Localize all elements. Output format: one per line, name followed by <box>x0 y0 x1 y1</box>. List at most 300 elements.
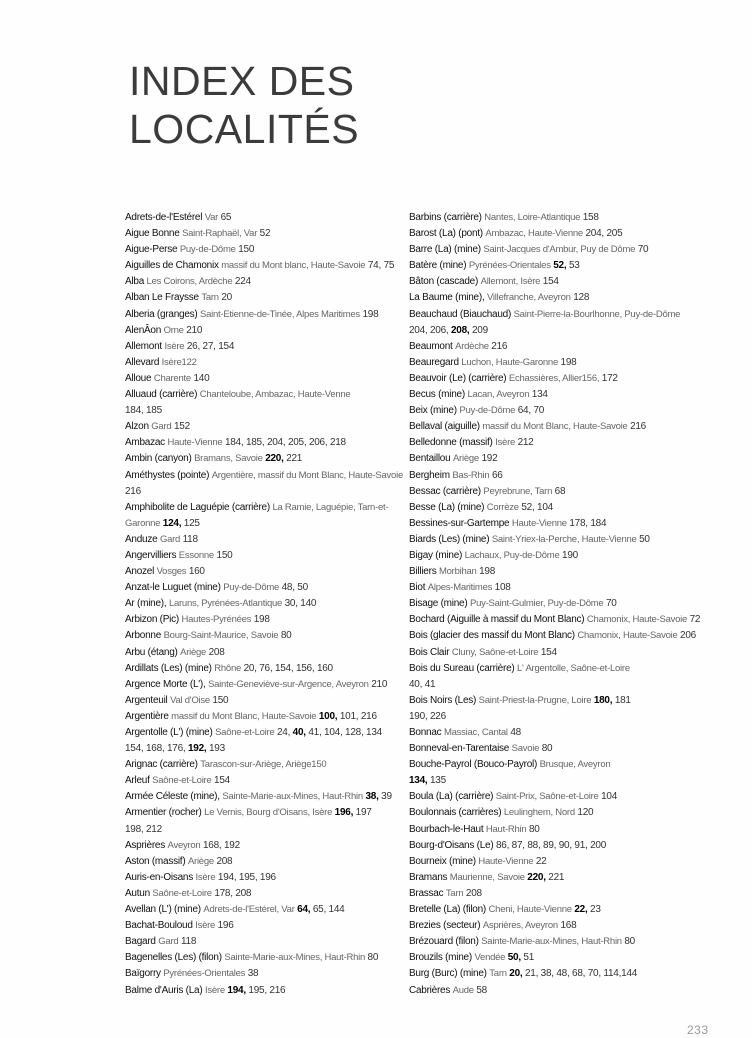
locality-place: L' Argentolle, Saône-et-Loire <box>517 662 630 674</box>
page-reference: 38 <box>247 968 259 980</box>
page-reference: 226 <box>430 710 446 722</box>
locality-name: Bergheim <box>409 469 450 481</box>
locality-place: Saint-Yriex-la-Perche, Haute-Vienne <box>491 533 637 545</box>
locality-place: Maurienne, Savoie <box>449 871 525 883</box>
locality-place: Orne <box>163 324 184 336</box>
locality-name: Biot <box>409 582 426 594</box>
locality-name: Barbins (carrière) <box>409 212 482 223</box>
page-reference: 206, <box>430 324 451 336</box>
locality-name: Becus (mine) <box>409 389 465 401</box>
index-entry-continuation <box>125 403 395 419</box>
page-reference: 80 <box>528 823 540 835</box>
index-entry <box>409 661 691 677</box>
page-title-line-2: LOCALITÉS <box>129 106 360 152</box>
page-reference: 210 <box>186 324 203 336</box>
index-entry <box>125 468 403 484</box>
index-entry <box>125 532 395 548</box>
page-reference: 220, <box>527 871 549 883</box>
page-reference: 22 <box>535 855 547 867</box>
index-entry <box>125 854 395 870</box>
page-reference: 192 <box>224 839 240 851</box>
page-reference: 52, <box>553 260 569 272</box>
index-entry <box>125 323 395 339</box>
index-entry <box>409 805 691 821</box>
locality-place: massif du Mont Blanc, Haute-Savoie <box>171 710 317 722</box>
locality-name: Alloue <box>125 372 152 384</box>
page-reference: 30, <box>284 598 301 610</box>
locality-name: Bagenelles (Les) (filon) <box>125 952 222 964</box>
locality-name: Alzon <box>125 421 149 433</box>
index-entry <box>409 290 691 306</box>
page-reference: 68, <box>572 968 588 980</box>
page-reference: 208 <box>208 646 225 658</box>
locality-place: Massiac, Cantal <box>443 727 508 738</box>
locality-name: Alba <box>125 276 145 288</box>
locality-place: Alpes-Maritimes <box>427 582 493 594</box>
index-entry <box>409 580 691 596</box>
page-reference: 58 <box>476 984 487 996</box>
page-reference: 20, <box>509 968 525 980</box>
locality-name: Bramans <box>409 871 448 883</box>
locality-name: Bâton (cascade) <box>409 276 479 288</box>
locality-place: Tarn <box>201 292 219 304</box>
page-reference: 40, <box>292 727 309 738</box>
page-reference: 52 <box>259 228 271 240</box>
locality-name: Bois Clair <box>409 646 450 658</box>
page-reference: 41, <box>308 727 325 738</box>
index-column-right <box>409 210 701 999</box>
page-reference: 204, <box>585 228 607 240</box>
index-entry <box>409 966 691 982</box>
page-reference: 178, <box>569 517 591 529</box>
locality-place: massif du Mont blanc, Haute-Savoie <box>221 260 366 272</box>
page-reference: 220, <box>265 453 287 465</box>
locality-name: Boula (La) (carrière) <box>409 791 494 803</box>
page-reference: 48, <box>556 968 573 980</box>
locality-place: Les Coirons, Ardèche <box>146 276 233 288</box>
index-entry <box>125 677 395 693</box>
locality-place: Isère <box>195 871 216 883</box>
locality-place: Hautes-Pyrénées <box>181 614 252 626</box>
locality-place: Chamonix, Haute-Savoie <box>586 614 688 626</box>
locality-name: Armée Céleste (mine), <box>125 791 220 803</box>
index-entry <box>125 596 395 612</box>
index-entry <box>125 274 395 290</box>
locality-name: Bochard (Aiguille à massif du Mont Blanc) <box>409 614 585 626</box>
locality-place: Cheni, Haute-Vienne <box>488 904 572 916</box>
locality-place: Sainte-Marie-aux-Mines, Haut-Rhin <box>224 952 365 964</box>
page-reference: 22, <box>574 904 591 916</box>
page-title <box>129 57 359 153</box>
index-entry <box>409 757 691 773</box>
index-entry <box>409 854 691 870</box>
page-reference: 66 <box>491 469 503 481</box>
page-reference: 168, <box>146 743 167 755</box>
locality-name: Barre (La) (mine) <box>409 244 481 256</box>
page-reference: 20 <box>221 292 232 304</box>
page-reference: 194, <box>217 871 239 883</box>
locality-place: Sainte-Geneviève-sur-Argence, Aveyron <box>208 678 369 690</box>
locality-place: Luchon, Haute-Garonne <box>461 356 558 368</box>
index-entry <box>125 242 395 258</box>
locality-name: Alluaud (carrière) <box>125 389 198 401</box>
page-reference: 88, <box>527 839 544 851</box>
locality-place: Essonne <box>178 549 214 561</box>
locality-name: Ar (mine), <box>125 598 167 610</box>
index-entry <box>125 548 395 564</box>
locality-place: Bourg-Saint-Maurice, Savoie <box>163 630 279 642</box>
locality-place: Cluny, Saône-et-Loire <box>451 646 539 658</box>
page-reference: 70, <box>587 968 604 980</box>
page-reference: 80 <box>541 743 553 755</box>
locality-name: La Baume (mine), <box>409 292 485 304</box>
index-entry <box>125 773 395 789</box>
page-reference: 70 <box>533 405 545 417</box>
index-entry <box>409 435 691 451</box>
locality-place: Ariège <box>452 453 479 465</box>
locality-place: Aude <box>452 984 474 996</box>
locality-place: Pyrénées-Orientales <box>468 260 551 272</box>
locality-place: Le Vernis, Bourg d'Oisans, Isère <box>204 807 333 819</box>
page-reference: 89, <box>543 839 559 851</box>
locality-place: Morbihan <box>438 566 477 578</box>
page-reference: 114, <box>603 968 622 980</box>
page-reference: 41 <box>424 678 436 690</box>
locality-place: Rhône <box>214 662 242 674</box>
locality-place: Puy-de-Dôme <box>223 582 280 594</box>
locality-place: Vosges <box>156 566 187 578</box>
page-reference: 156, <box>295 662 317 674</box>
page-reference: 185, <box>245 437 267 449</box>
index-entry <box>125 419 395 435</box>
page-reference: 172 <box>601 372 618 384</box>
locality-place: Haut-Rhin <box>485 823 527 835</box>
locality-place: Saône-et-Loire <box>215 727 275 738</box>
page-reference: 210 <box>371 678 388 690</box>
page-reference: 150 <box>212 694 229 706</box>
page-reference: 198 <box>253 614 270 626</box>
page-reference: 218 <box>329 437 346 449</box>
page-reference: 198 <box>479 566 496 578</box>
page-reference: 196, <box>334 807 356 819</box>
index-entry <box>409 387 691 403</box>
index-entry <box>125 628 395 644</box>
index-entry <box>409 468 691 484</box>
page-reference: 118 <box>182 533 198 545</box>
locality-place: Laruns, Pyrénées-Atlantique <box>168 598 283 610</box>
index-entry <box>125 934 395 950</box>
page-reference: 197 <box>355 807 372 819</box>
locality-place: Lacan, Aveyron <box>467 389 530 401</box>
page-reference: 195, <box>248 984 270 996</box>
locality-place: Aveyron <box>167 839 201 851</box>
index-entry <box>409 451 691 467</box>
page-reference: 48 <box>510 727 521 738</box>
page-title-line-1: INDEX DES <box>129 58 355 104</box>
page-reference: 150 <box>238 244 255 256</box>
page-reference: 65, <box>312 904 329 916</box>
page-reference: 27, <box>202 340 219 352</box>
locality-place: Val d'Oise <box>170 694 210 706</box>
locality-place: Savoie <box>511 743 540 755</box>
page-reference: 118 <box>180 936 197 948</box>
page-reference: 75 <box>383 260 395 272</box>
page-reference: 87, <box>511 839 528 851</box>
locality-name: Bourneix (mine) <box>409 855 476 867</box>
page-reference: 154 <box>214 775 230 787</box>
index-entry <box>409 645 691 661</box>
locality-name: Beix (mine) <box>409 405 457 417</box>
index-entry <box>125 757 395 773</box>
page-reference: 216 <box>491 340 508 352</box>
index-entry <box>125 661 395 677</box>
index-entry <box>125 725 395 741</box>
locality-place: Haute-Vienne <box>511 517 567 529</box>
locality-name: Biards (Les) (mine) <box>409 533 490 545</box>
index-entry <box>409 226 691 242</box>
page-reference: 124, <box>162 517 184 529</box>
index-entry <box>125 500 395 516</box>
page-reference: 91, <box>574 839 591 851</box>
index-entry <box>125 307 395 323</box>
locality-name: Armentier (rocher) <box>125 807 202 819</box>
index-entry <box>125 226 395 242</box>
locality-name: AlenÂon <box>125 324 162 336</box>
locality-place: Vendée <box>474 952 506 964</box>
index-entry <box>409 307 691 323</box>
locality-place: Tarascon-sur-Ariège, Ariège150 <box>200 759 327 771</box>
locality-name: Bonnac <box>409 727 442 738</box>
page-reference: 70 <box>605 598 617 610</box>
locality-place: Gard <box>151 421 172 433</box>
page-reference: 38, <box>365 791 382 803</box>
page-reference: 134 <box>366 727 382 738</box>
page-reference: 20, <box>243 662 260 674</box>
index-entry-continuation <box>125 741 395 757</box>
page-reference: 209 <box>472 324 488 336</box>
index-entry <box>409 548 691 564</box>
page-reference: 190 <box>562 549 578 561</box>
page-reference: 212 <box>146 823 162 835</box>
locality-place: Peyrebrune, Tarn <box>483 485 553 497</box>
index-entry <box>125 966 395 982</box>
index-entry <box>409 258 691 274</box>
page-reference: 134 <box>531 389 548 401</box>
index-entry <box>409 242 691 258</box>
page-reference: 180, <box>593 694 615 706</box>
page-reference: 101, <box>339 710 361 722</box>
page-reference: 80 <box>280 630 292 642</box>
index-entry <box>125 612 395 628</box>
locality-place: Var <box>204 212 219 223</box>
locality-place: Isère <box>164 340 185 352</box>
locality-name: Bonneval-en-Tarentaise <box>409 743 510 755</box>
index-entry <box>409 210 691 226</box>
index-entry <box>409 532 691 548</box>
locality-place: Isère <box>204 984 225 996</box>
page-reference: 38, <box>540 968 557 980</box>
page-reference: 152 <box>173 421 190 433</box>
page-reference: 168 <box>560 920 577 932</box>
page-reference: 80 <box>367 952 379 964</box>
locality-name: Auris-en-Oisans <box>125 871 193 883</box>
page-reference: 154, <box>274 662 296 674</box>
index-entry <box>125 902 395 918</box>
locality-name: Avellan (L') (mine) <box>125 904 201 916</box>
index-entry <box>125 693 395 709</box>
index-column-left <box>125 210 403 999</box>
page-reference: 50 <box>297 582 308 594</box>
page-reference: 52, <box>521 501 538 513</box>
index-entry <box>409 484 691 500</box>
locality-name: Bois (glacier des massif du Mont Blanc) <box>409 630 575 642</box>
index-entry <box>409 983 691 999</box>
index-entry-continuation <box>409 323 691 339</box>
locality-name: Brézouard (filon) <box>409 936 479 948</box>
locality-name: Barost (La) (pont) <box>409 228 483 240</box>
index-entry <box>125 290 395 306</box>
index-entry <box>409 789 691 805</box>
locality-name: Bagard <box>125 936 156 948</box>
page-reference: 74, <box>367 260 384 272</box>
page-reference: 140 <box>193 372 210 384</box>
locality-place: Pyrénées-Orientales <box>163 968 246 980</box>
page-reference: 134, <box>409 775 430 787</box>
index-entry-continuation <box>125 484 395 500</box>
locality-place: Asprières, Aveyron <box>482 920 558 932</box>
page-reference: 181 <box>614 694 631 706</box>
locality-name: Autun <box>125 887 150 899</box>
page-reference: 64, <box>517 405 534 417</box>
page-reference: 193 <box>209 743 225 755</box>
locality-place: Corrèze <box>486 501 519 513</box>
index-entry <box>125 451 395 467</box>
page-reference: 23 <box>590 904 601 916</box>
locality-name: Bessac (carrière) <box>409 485 481 497</box>
locality-place: Tarn <box>445 887 464 899</box>
page-reference: 26, <box>186 340 203 352</box>
locality-place: Saint-Etienne-de-Tinée, Alpes Maritimes <box>200 308 360 320</box>
page-reference: 205, <box>287 437 309 449</box>
locality-place: Sainte-Marie-aux-Mines, Haut-Rhin <box>222 791 363 803</box>
locality-place: Saône-et-Loire <box>152 775 212 787</box>
page-reference: 154 <box>540 646 557 658</box>
index-entry <box>125 886 395 902</box>
locality-place: Bramans, Savoie <box>194 453 263 465</box>
index-entry <box>409 500 691 516</box>
locality-name: Arbu (étang) <box>125 646 178 658</box>
page-reference: 104 <box>601 791 618 803</box>
page-reference: 108 <box>494 582 511 594</box>
index-entry <box>409 596 691 612</box>
locality-name: Bois du Sureau (carrière) <box>409 662 515 674</box>
page-reference: 168, <box>203 839 224 851</box>
locality-name: Bisage (mine) <box>409 598 468 610</box>
locality-name: Aston (massif) <box>125 855 186 867</box>
page-reference: 125 <box>183 517 200 529</box>
locality-name: Bouche-Payrol (Bouco-Payrol) <box>409 759 538 771</box>
page-reference: 158 <box>582 212 599 223</box>
index-entry <box>125 258 395 274</box>
page-reference: 176, <box>167 743 188 755</box>
locality-name: Argence Morte (L'), <box>125 678 206 690</box>
page-reference: 208 <box>235 887 252 899</box>
locality-place: Saint-Jacques d'Ambur, Puy de Dôme <box>483 244 636 256</box>
page-reference: 208, <box>451 324 472 336</box>
locality-name: Boulonnais (carrières) <box>409 807 502 819</box>
locality-place: Adrets-de-l'Estérel, Var <box>203 904 295 916</box>
page-reference: 221 <box>286 453 303 465</box>
page-reference: 128 <box>573 292 590 304</box>
locality-name: Argenteuil <box>125 694 168 706</box>
locality-name: Bourg-d'Oisans (Le) <box>409 839 494 851</box>
index-entry <box>125 838 395 854</box>
locality-place: Puy-Saint-Gulmier, Puy-de-Dôme <box>469 598 604 610</box>
page-reference: 140 <box>300 598 317 610</box>
index-entry <box>409 950 691 966</box>
page-reference: 50 <box>639 533 650 545</box>
index-entry <box>125 435 395 451</box>
page-reference: 65 <box>220 212 232 223</box>
index-entry <box>409 339 691 355</box>
locality-place: Saint-Raphaël, Var <box>182 228 258 240</box>
locality-place: Haute-Vienne <box>478 855 534 867</box>
locality-name: Brezies (secteur) <box>409 920 481 932</box>
locality-place: Ariège <box>187 855 214 867</box>
locality-name: Aigue-Perse <box>125 244 178 256</box>
locality-place: Argentière, massif du Mont Blanc, Haute-Savoie <box>211 469 403 481</box>
locality-place: Nantes, Loire-Atlantique <box>484 212 581 223</box>
index-entry <box>125 870 395 886</box>
locality-place: Ambazac, Haute-Vienne <box>485 228 583 240</box>
page-reference: 192, <box>188 743 209 755</box>
index-entry <box>125 709 395 725</box>
page-reference: 144 <box>621 968 638 980</box>
locality-place: massif du Mont Blanc, Haute-Savoie <box>482 421 628 433</box>
index-entry <box>409 419 691 435</box>
index-entry <box>409 902 691 918</box>
page-reference: 221 <box>548 871 565 883</box>
locality-name: Angervilliers <box>125 549 177 561</box>
page-reference: 80 <box>624 936 635 948</box>
index-entry-continuation <box>409 709 691 725</box>
locality-name: Beauvoir (Le) (carrière) <box>409 372 507 384</box>
page-reference: 120 <box>577 807 594 819</box>
page-reference: 184, <box>224 437 246 449</box>
locality-name: Arbonne <box>125 630 162 642</box>
locality-place: Puy-de-Dôme <box>459 405 516 417</box>
locality-place: Brusque, Aveyron <box>539 759 611 771</box>
page-reference: 72 <box>689 614 701 626</box>
index-entry <box>409 741 691 757</box>
page-reference: 184, <box>125 405 146 417</box>
locality-name: Bourbach-le-Haut <box>409 823 484 835</box>
locality-name: Asprières <box>125 839 165 851</box>
locality-name: Alban Le Fraysse <box>125 292 199 304</box>
index-entry <box>125 645 395 661</box>
locality-place: Lachaux, Puy-de-Dôme <box>464 549 560 561</box>
locality-place: La Ramie, Laguépie, Tarn-et- <box>272 501 389 513</box>
page-reference: 39 <box>381 791 392 803</box>
page-reference: 128, <box>345 727 367 738</box>
locality-name: Alberia (granges) <box>125 308 198 320</box>
locality-name: Bois Noirs (Les) <box>409 694 477 706</box>
locality-name: Bigay (mine) <box>409 549 463 561</box>
page-reference: 192 <box>481 453 498 465</box>
locality-name: Bellaval (aiguille) <box>409 421 480 433</box>
index-entry <box>125 564 395 580</box>
page-reference: 135 <box>430 775 446 787</box>
